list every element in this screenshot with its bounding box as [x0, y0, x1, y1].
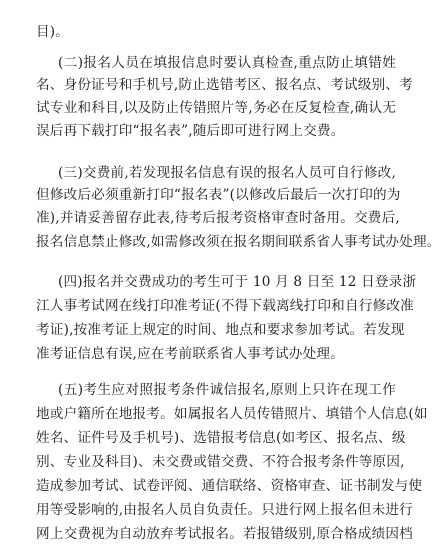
text-line: 目)。 [36, 24, 70, 40]
text-line: 别、专业及科目)、未交费或错交费、不符合报考条件等原因, [36, 454, 405, 470]
text-line: 但修改后必须重新打印“报名表”(以修改后最后一次打印的为 [36, 187, 401, 203]
text-line: 用等受影响的,由报名人员自负责任。只进行网上报名但未进行 [36, 502, 413, 518]
text-line: 考证),按准考证上规定的时间、地点和要求参加考试。若发现 [36, 322, 405, 338]
text-line: 准考证信息有误,应在考前联系省人事考试办处理。 [36, 346, 344, 362]
text-line: 误后再下载打印“报名表”,随后即可进行网上交费。 [36, 123, 345, 139]
text-line: 江人事考试网在线打印准考证(不得下载离线打印和自行修改准 [36, 298, 414, 314]
text-line: 网上交费视为自动放弃考试报名。若报错级别,原合格成绩因档 [36, 526, 413, 542]
text-line: 报名信息禁止修改,如需修改须在报名期间联系省人事考试办处理。 [36, 234, 441, 250]
text-line: 地或户籍所在地报考。如属报名人员传错照片、填错个人信息(如 [36, 406, 428, 422]
text-line: (四)报名并交费成功的考生可于 10 月 8 日至 12 日登录浙 [58, 274, 417, 290]
text-line: (五)考生应对照报考条件诚信报名,原则上只许在现工作 [58, 382, 396, 398]
text-line: (二)报名人员在填报信息时要认真检查,重点防止填错姓 [58, 55, 396, 71]
text-line: (三)交费前,若发现报名信息有误的报名人员可自行修改, [58, 165, 396, 181]
text-line: 试专业和科目,以及防止传错照片等,务必在反复检查,确认无 [36, 100, 396, 116]
text-line: 造成参加考试、试卷评阅、通信联络、资格审查、证书制发与使 [36, 478, 423, 494]
text-line: 姓名、证件号及手机号)、选错报考信息(如考区、报名点、级 [36, 430, 406, 446]
text-line: 准),并请妥善留存此表,待考后报考资格审查时备用。交费后, [36, 210, 400, 226]
text-line: 名、身份证号和手机号,防止选错考区、报名点、考试级别、考 [36, 77, 413, 93]
